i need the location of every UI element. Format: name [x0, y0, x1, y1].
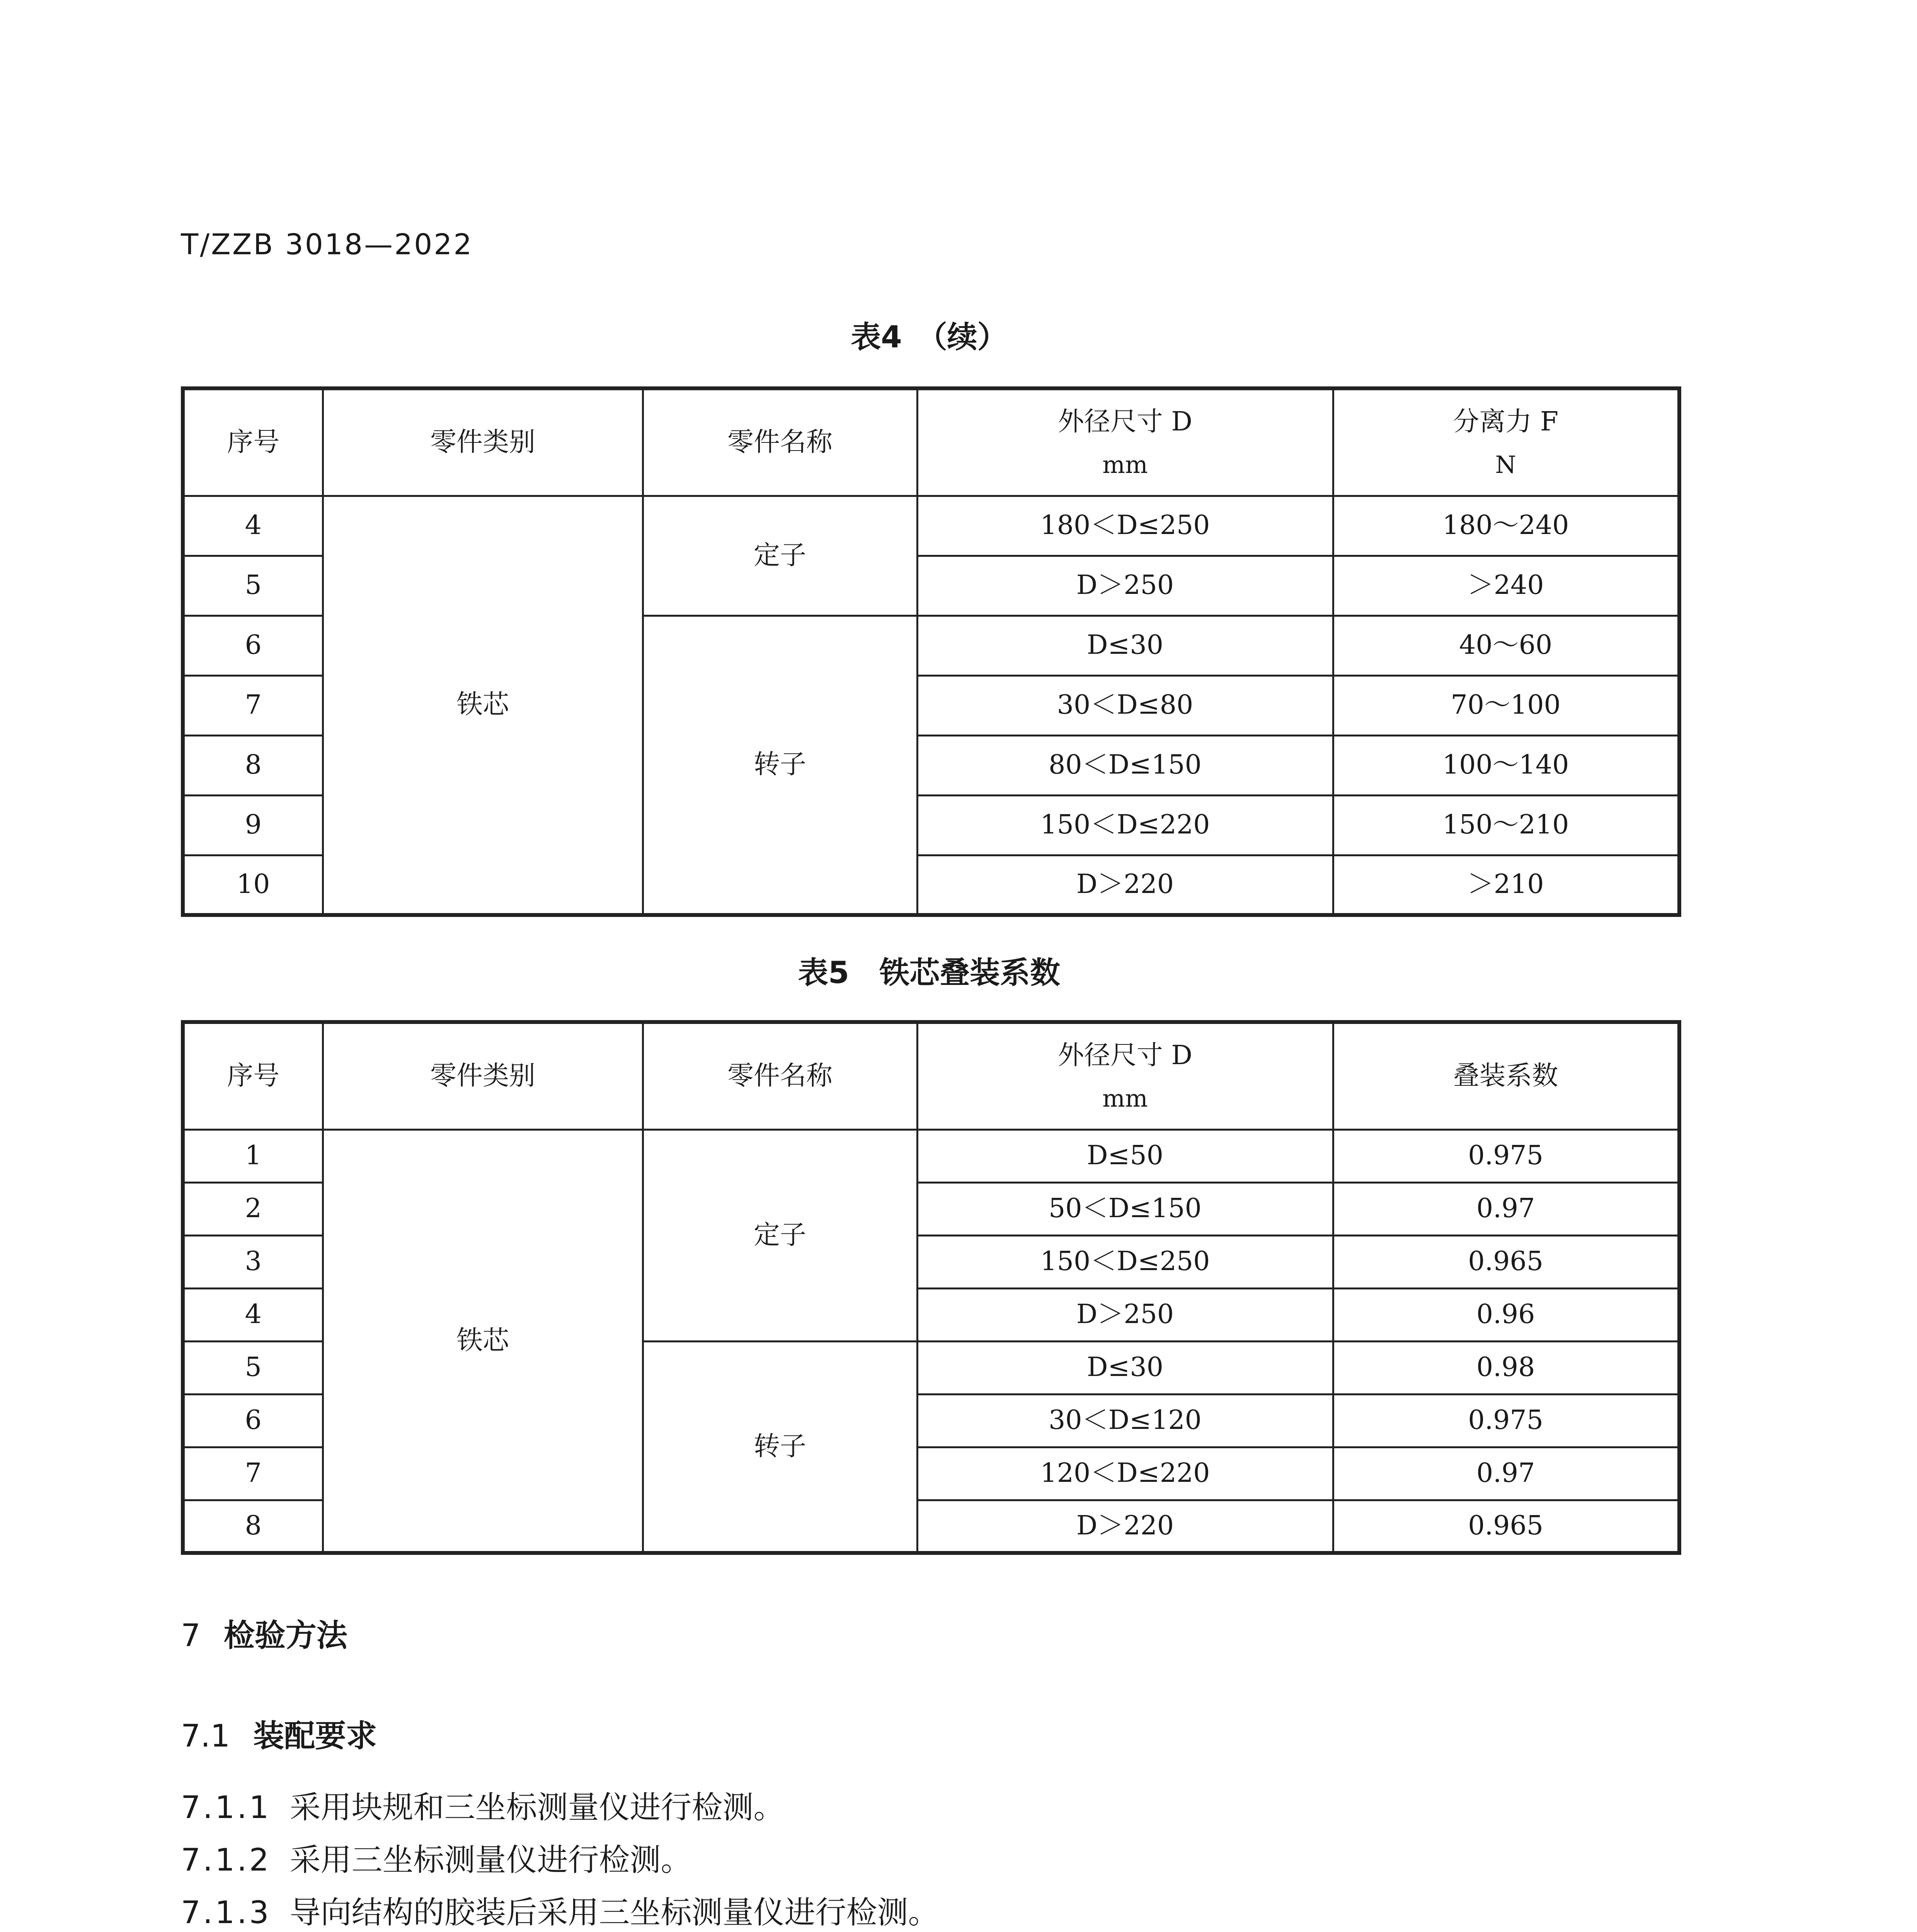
cell-value: 70～100 [1333, 675, 1679, 735]
cell-value: 0.96 [1333, 1288, 1679, 1341]
header-part-name: 零件名称 [643, 1022, 917, 1129]
cell-seq: 8 [183, 1500, 323, 1553]
cell-value: 40～60 [1333, 616, 1679, 675]
table5-header-row [183, 1022, 1679, 1129]
cell-category: 铁芯 [323, 496, 643, 915]
cell-value: 180～240 [1333, 496, 1679, 556]
clause-7-1-2: 7.1.2 采用三坐标测量仪进行检测。 [181, 1842, 692, 1878]
cell-diameter: 50＜D≤150 [917, 1182, 1333, 1235]
cell-seq: 6 [183, 616, 323, 675]
cell-value: ＞210 [1333, 855, 1679, 915]
header-category: 零件类别 [323, 1022, 643, 1129]
document-code: T/ZZB 3018—2022 [181, 228, 473, 261]
cell-value: 150～210 [1333, 795, 1679, 855]
cell-value: 0.965 [1333, 1500, 1679, 1553]
section-title: 检验方法 [223, 1617, 347, 1653]
cell-stator: 定子 [643, 1129, 917, 1341]
section-7-heading [181, 1611, 347, 1655]
section-title: 装配要求 [253, 1718, 377, 1754]
clause-list [181, 1781, 1723, 1932]
cell-seq: 7 [183, 1447, 323, 1500]
cell-seq: 10 [183, 855, 323, 915]
cell-diameter: D＞220 [917, 855, 1333, 915]
cell-diameter: 30＜D≤120 [917, 1394, 1333, 1447]
header-diameter: 外径尺寸 D mm [917, 1022, 1333, 1129]
cell-value: 0.97 [1333, 1182, 1679, 1235]
cell-diameter: D≤30 [917, 616, 1333, 675]
cell-diameter: 120＜D≤220 [917, 1447, 1333, 1500]
cell-diameter: 150＜D≤250 [917, 1235, 1333, 1288]
cell-diameter: D＞220 [917, 1500, 1333, 1553]
cell-seq: 5 [183, 556, 323, 616]
section-7-1-heading [181, 1711, 377, 1755]
cell-seq: 4 [183, 496, 323, 556]
cell-diameter: D≤30 [917, 1341, 1333, 1394]
table4 [181, 386, 1681, 917]
cell-seq: 6 [183, 1394, 323, 1447]
header-seq: 序号 [183, 1022, 323, 1129]
cell-diameter: 30＜D≤80 [917, 675, 1333, 735]
cell-diameter: 180＜D≤250 [917, 496, 1333, 556]
cell-value: 0.965 [1333, 1235, 1679, 1288]
cell-seq: 4 [183, 1288, 323, 1341]
table5-caption: 表5 铁芯叠装系数 [798, 956, 1061, 990]
header-force: 分离力 F N [1333, 388, 1679, 496]
cell-seq: 5 [183, 1341, 323, 1394]
cell-diameter: 150＜D≤220 [917, 795, 1333, 855]
table-row [183, 496, 1679, 556]
table4-header-row [183, 388, 1679, 496]
cell-seq: 3 [183, 1235, 323, 1288]
cell-seq: 8 [183, 735, 323, 795]
header-diameter: 外径尺寸 D mm [917, 388, 1333, 496]
header-part-name: 零件名称 [643, 388, 917, 496]
cell-diameter: D≤50 [917, 1129, 1333, 1182]
cell-seq: 7 [183, 675, 323, 735]
cell-value: 0.975 [1333, 1129, 1679, 1182]
section-number: 7 [181, 1617, 201, 1653]
table-row [183, 1129, 1679, 1182]
cell-value: 0.98 [1333, 1341, 1679, 1394]
cell-diameter: D＞250 [917, 556, 1333, 616]
cell-rotor: 转子 [643, 616, 917, 915]
section-number: 7.1 [181, 1718, 230, 1754]
cell-category: 铁芯 [323, 1129, 643, 1553]
cell-seq: 2 [183, 1182, 323, 1235]
cell-value: 0.975 [1333, 1394, 1679, 1447]
table5 [181, 1020, 1681, 1555]
header-category: 零件类别 [323, 388, 643, 496]
cell-stator: 定子 [643, 496, 917, 616]
cell-value: 0.97 [1333, 1447, 1679, 1500]
table4-caption: 表4 （续） [851, 320, 1008, 355]
cell-value: 100～140 [1333, 735, 1679, 795]
cell-diameter: 80＜D≤150 [917, 735, 1333, 795]
clause-7-1-3: 7.1.3 导向结构的胶装后采用三坐标测量仪进行检测。 [181, 1895, 939, 1930]
cell-rotor: 转子 [643, 1341, 917, 1553]
cell-value: ＞240 [1333, 556, 1679, 616]
clause-7-1-1: 7.1.1 采用块规和三坐标测量仪进行检测。 [181, 1789, 785, 1825]
cell-diameter: D＞250 [917, 1288, 1333, 1341]
cell-seq: 1 [183, 1129, 323, 1182]
cell-seq: 9 [183, 795, 323, 855]
header-stacking-factor: 叠装系数 [1333, 1022, 1679, 1129]
header-seq: 序号 [183, 388, 323, 496]
